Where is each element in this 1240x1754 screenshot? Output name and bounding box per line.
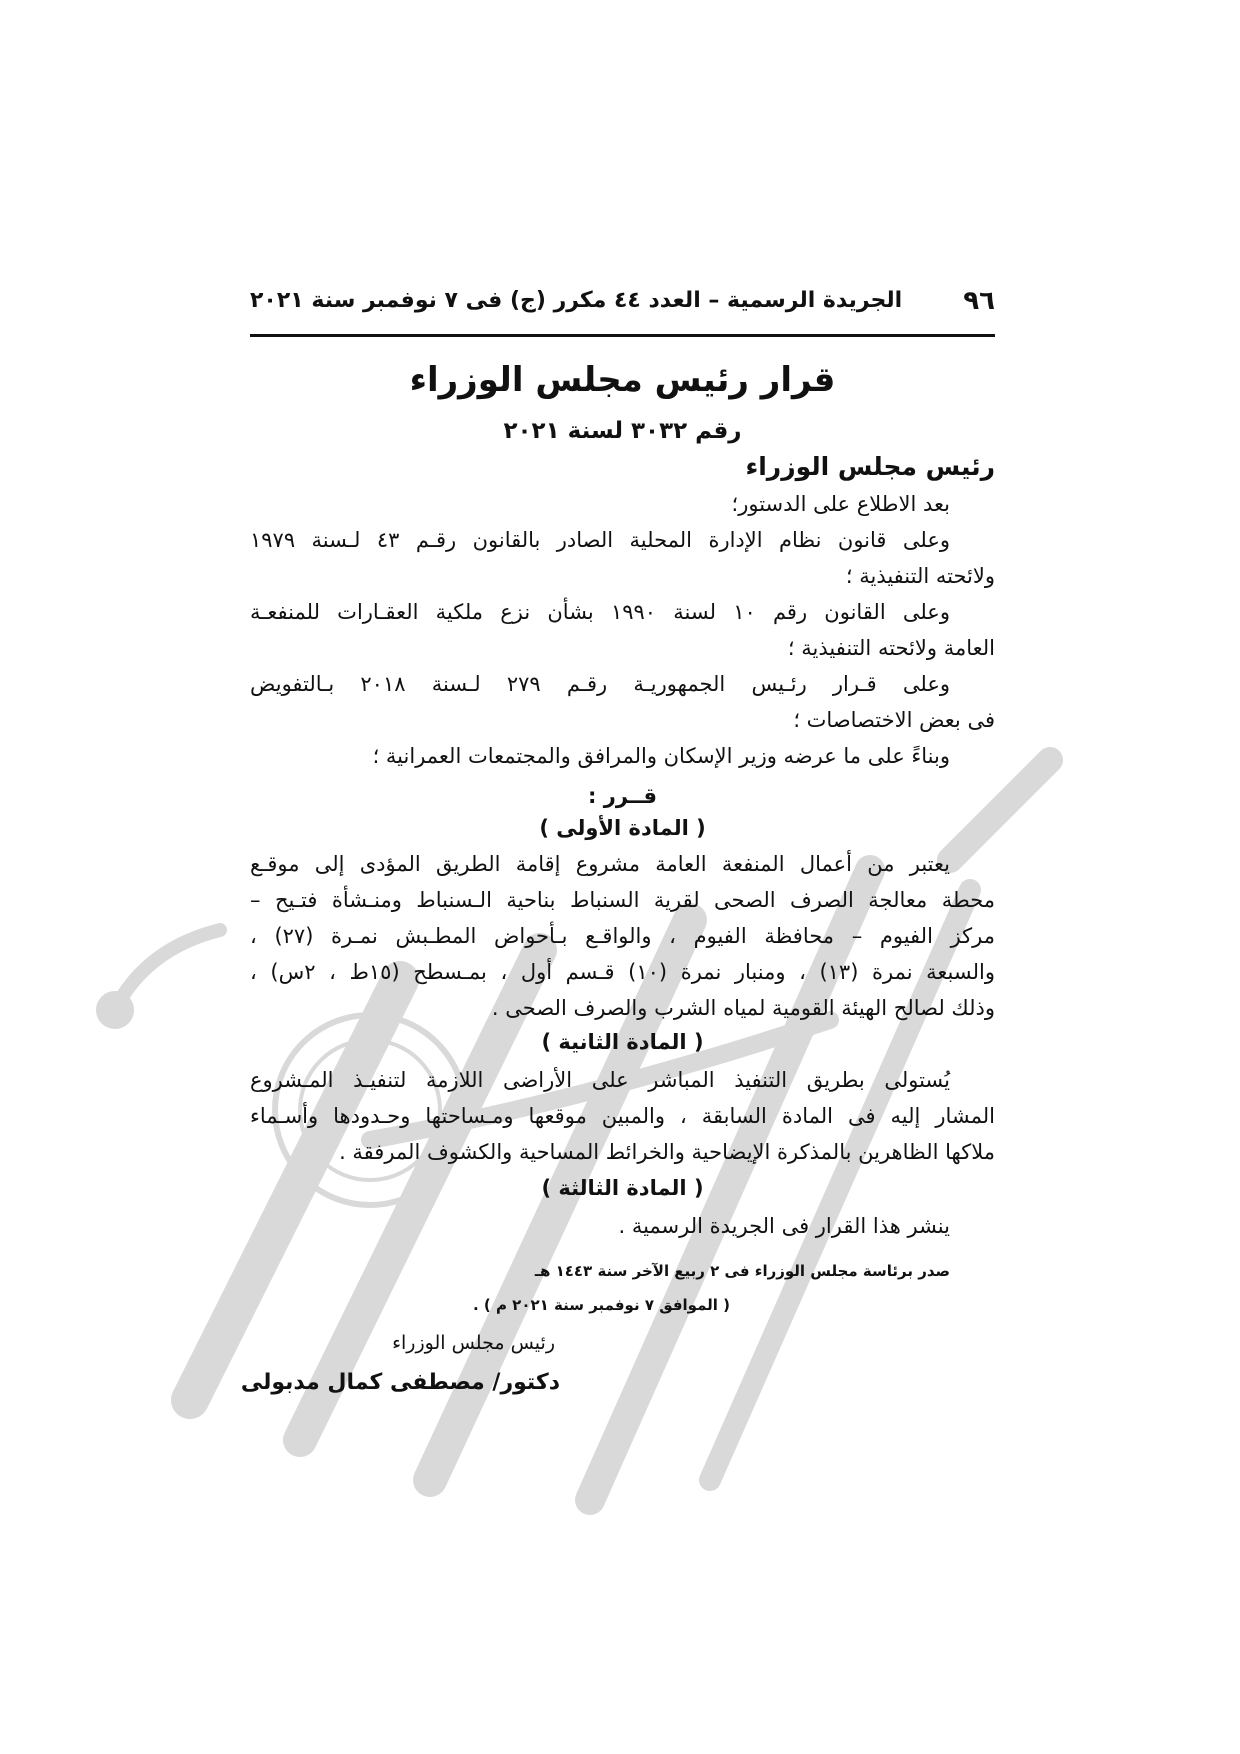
preamble-line: ولائحته التنفيذية ؛ xyxy=(845,564,995,588)
article-line: والسبعة نمرة (١٣) ، ومنبار نمرة (١٠) قـسم أول ، بمـسطح (١٥ط ، ٢س) ، xyxy=(250,960,995,984)
signatory-name: دكتور/ مصطفى كمال مدبولى xyxy=(240,1370,560,1395)
decree-number: رقم ٣٠٣٢ لسنة ٢٠٢١ xyxy=(503,418,742,444)
signatory-title: رئيس مجلس الوزراء xyxy=(392,1332,555,1354)
article-line: وذلك لصالح الهيئة القومية لمياه الشرب والصرف الصحى . xyxy=(491,996,995,1020)
page-header xyxy=(250,286,995,326)
article-heading: ( المادة الثانية ) xyxy=(541,1030,704,1054)
article-line: يُستولى بطريق التنفيذ المباشر على الأراضى اللازمة لتنفيـذ المـشروع xyxy=(250,1068,950,1092)
header-divider xyxy=(250,334,995,337)
gazette-issue: الجريدة الرسمية – العدد ٤٤ مكرر (ج) فى ٧ نوفمبر سنة ٢٠٢١ xyxy=(250,288,903,313)
article-heading: ( المادة الأولى ) xyxy=(539,816,706,840)
issuer-heading: رئيس مجلس الوزراء xyxy=(745,452,995,481)
decides-label: قــرر : xyxy=(588,784,657,808)
preamble-line: وعلى القانون رقم ١٠ لسنة ١٩٩٠ بشأن نزع ملكية العقـارات للمنفعـة xyxy=(250,600,950,624)
preamble-line: وبناءً على ما عرضه وزير الإسكان والمرافق والمجتمعات العمرانية ؛ xyxy=(372,744,950,768)
decree-title: قرار رئيس مجلس الوزراء xyxy=(409,360,836,400)
article-line: المشار إليه فى المادة السابقة ، والمبين موقعها ومـساحتها وحـدودها وأسـماء xyxy=(250,1104,995,1128)
preamble-line: وعلى قـرار رئـيس الجمهوريـة رقـم ٢٧٩ لـسنة ٢٠١٨ بـالتفويض xyxy=(250,672,951,696)
article-line: ملاكها الظاهرين بالمذكرة الإيضاحية والخرائط المساحية والكشوف المرفقة . xyxy=(339,1140,995,1164)
issuance-date: صدر برئاسة مجلس الوزراء فى ٢ ربيع الآخر سنة ١٤٤٣ هـ xyxy=(534,1262,950,1280)
article-line: ينشر هذا القرار فى الجريدة الرسمية . xyxy=(618,1214,950,1238)
watermark-seal xyxy=(70,720,1120,1540)
article-line: محطة معالجة الصرف الصحى لقرية السنباط بناحية الـسنباط ومنـشأة فتـيح – xyxy=(250,888,995,912)
article-heading: ( المادة الثالثة ) xyxy=(541,1176,704,1200)
preamble-line: فى بعض الاختصاصات ؛ xyxy=(793,708,995,732)
preamble-line: وعلى قانون نظام الإدارة المحلية الصادر بالقانون رقـم ٤٣ لـسنة ١٩٧٩ xyxy=(250,528,951,552)
preamble-line: بعد الاطلاع على الدستور؛ xyxy=(731,492,950,516)
article-line: يعتبر من أعمال المنفعة العامة مشروع إقامة الطريق المؤدى إلى موقـع xyxy=(250,852,950,876)
page-number: ٩٦ xyxy=(963,286,995,316)
preamble-line: العامة ولائحته التنفيذية ؛ xyxy=(787,636,995,660)
issuance-gregorian-date: ( الموافق ٧ نوفمبر سنة ٢٠٢١ م ) . xyxy=(472,1296,730,1314)
article-line: مركز الفيوم – محافظة الفيوم ، والواقـع بـأحواض المطـبش نمـرة (٢٧) ، xyxy=(250,924,995,948)
